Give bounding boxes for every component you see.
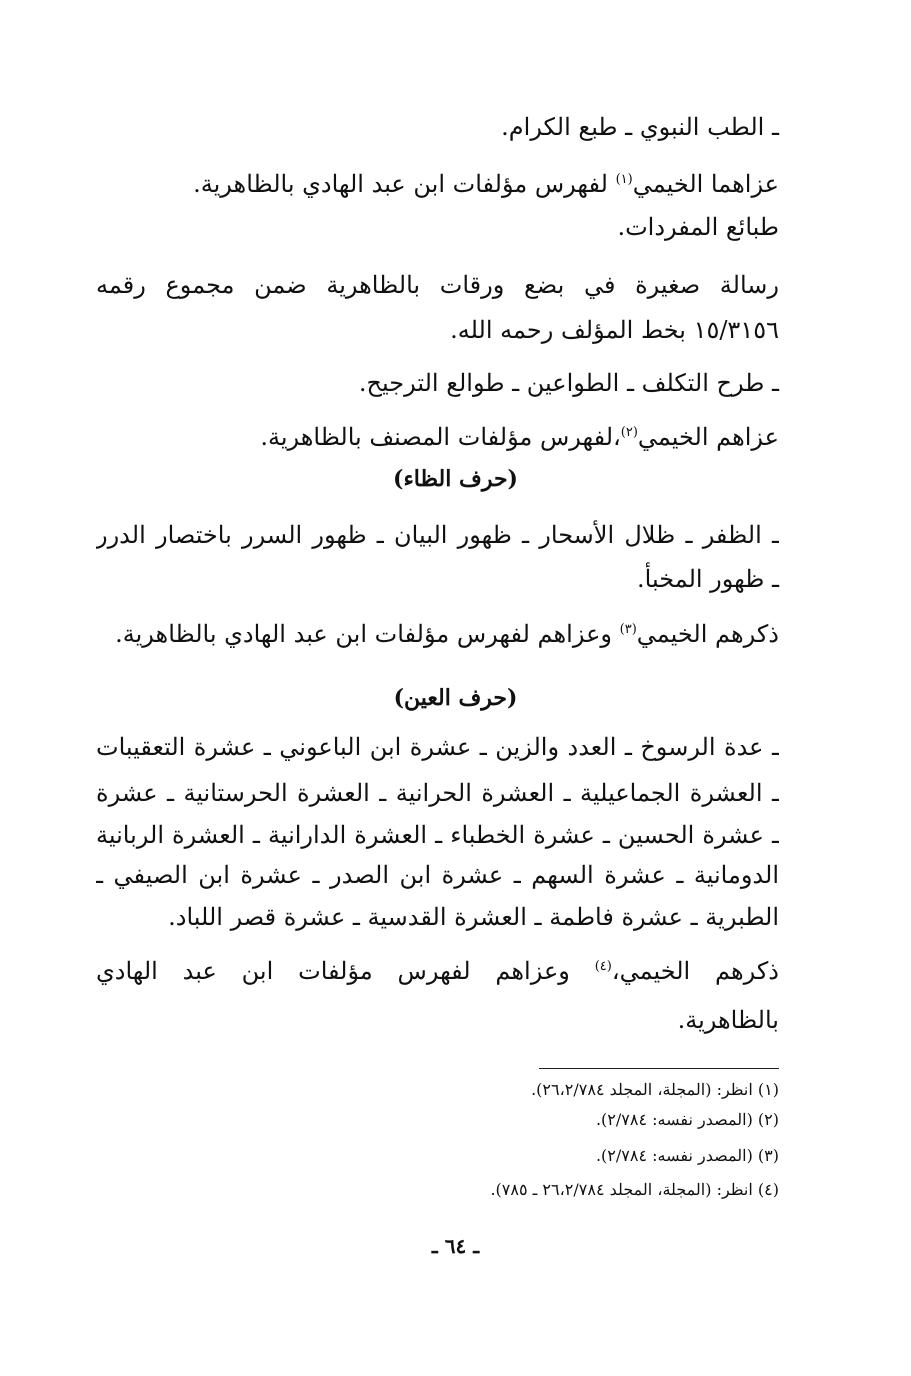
text-line: الدومانية ـ عشرة السهم ـ عشرة ابن الصدر ـ عشرة ابن الصيفي ـ [96,861,779,889]
footnote-divider [539,1068,779,1069]
text-line: طبائع المفردات. [617,213,779,241]
text-line: ـ الظفر ـ ظلال الأسحار ـ ظهور البيان ـ ظهور السرر باختصار الدرر [96,521,779,549]
footnote-ref: (٤) [594,959,612,974]
section-heading: (حرف العين) [393,685,518,711]
footnote: (٢) (المصدر نفسه: ٢/٧٨٤). [595,1110,779,1129]
text-segment: ذكرهم الخيمي، [611,957,779,985]
text-segment: لفهرس مؤلفات ابن عبد الهادي بالظاهرية. [193,170,616,198]
text-line [96,954,779,988]
text-line: ـ الطب النبوي ـ طبع الكرام. [501,113,779,141]
text-line [115,617,779,651]
footnote: (٣) (المصدر نفسه: ٢/٧٨٤). [595,1146,779,1165]
text-segment: ذكرهم الخيمي [636,620,779,648]
text-line: ١٥/٣١٥٦ بخط المؤلف رحمه الله. [450,316,779,344]
footnote: (١) انظر: (المجلة، المجلد ٢٦،٢/٧٨٤). [531,1080,779,1099]
footnote-ref: (١) [615,172,633,187]
text-line [193,167,779,201]
text-line: ـ طرح التكلف ـ الطواعين ـ طوالع الترجيح. [358,369,779,397]
text-segment: عزاهم الخيمي [637,423,779,451]
footnote-ref: (٢) [620,425,638,440]
page-number: ـ ٦٤ ـ [431,1234,480,1258]
text-segment: وعزاهم لفهرس مؤلفات ابن عبد الهادي [96,957,595,985]
text-segment: ،لفهرس مؤلفات المصنف بالظاهرية. [260,423,621,451]
text-line: ـ ظهور المخبأ. [637,565,779,593]
footnote-ref: (٣) [619,622,637,637]
text-line: ـ العشرة الجماعيلية ـ العشرة الحرانية ـ العشرة الحرستانية ـ عشرة [96,779,779,807]
text-line: الطبرية ـ عشرة فاطمة ـ العشرة القدسية ـ عشرة قصر اللباد. [168,903,779,931]
footnote: (٤) انظر: (المجلة، المجلد ٢٦،٢/٧٨٤ ـ ٧٨٥). [490,1180,779,1199]
text-line: رسالة صغيرة في بضع ورقات بالظاهرية ضمن مجموع رقمه [96,271,779,299]
text-segment: وعزاهم لفهرس مؤلفات ابن عبد الهادي بالظاهرية. [115,620,620,648]
section-heading: (حرف الظاء) [393,466,518,492]
text-line: بالظاهرية. [677,1006,779,1034]
text-line: ـ عدة الرسوخ ـ العدد والزين ـ عشرة ابن الباعوني ـ عشرة التعقيبات [96,733,779,761]
text-line [260,420,779,454]
text-line: ـ عشرة الحسين ـ عشرة الخطباء ـ العشرة الدارانية ـ العشرة الربانية [96,821,779,849]
text-segment: عزاهما الخيمي [632,170,779,198]
